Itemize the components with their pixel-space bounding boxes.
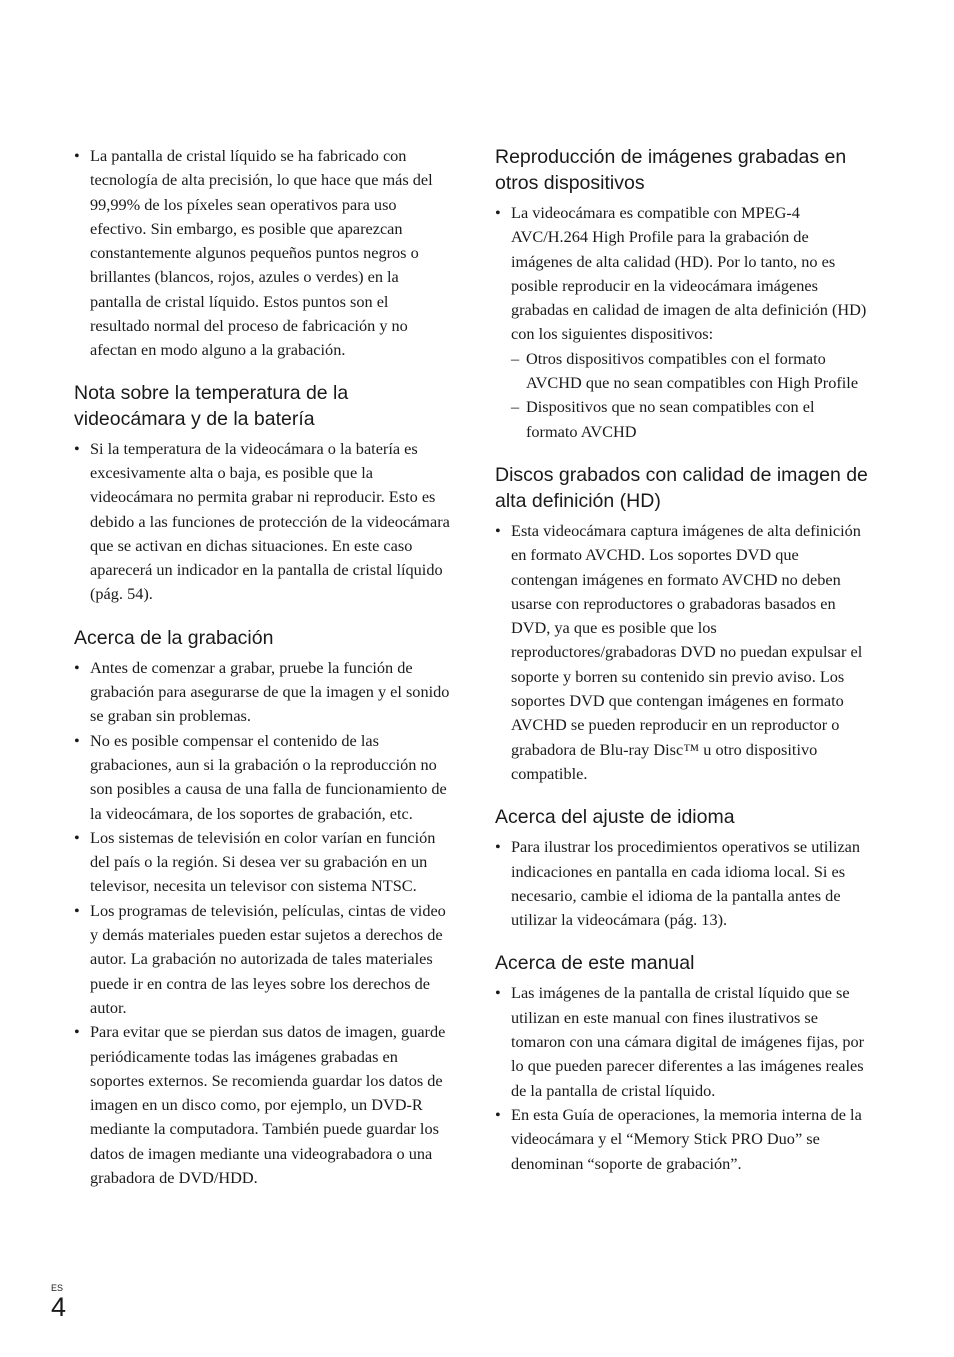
bullet-list [495, 519, 869, 786]
section-manual [495, 950, 869, 1175]
dash-item: – Otros dispositivos compatibles con el formato AVCHD que no sean compatibles con High Profile [511, 347, 869, 396]
section-heading: Acerca del ajuste de idioma [495, 806, 735, 829]
bullet-item: • Los sistemas de televisión en color varían en función del país o la región. Si desea ver su grabación en un televisor, necesita un televisor con sistema NTSC. [74, 826, 450, 899]
bullet-item [495, 201, 869, 444]
bullet-item: • La pantalla de cristal líquido se ha fabricado con tecnología de alta precisión, lo que hace que más del 99,99% de los píxeles sean operativos para uso efectivo. Sin embargo, es posible que aparezcan constantemente algunos pequeños puntos negros o brillantes (blancos, rojos, azules o verdes) en la pantalla de cristal líquido. Estos puntos son el resultado normal del proceso de fabricación y no afectan en modo alguno a la grabación. [74, 144, 450, 363]
dash-item: – Dispositivos que no sean compatibles con el formato AVCHD [511, 395, 869, 444]
section-heading: Reproducción de imágenes grabadas en otros dispositivos [495, 146, 847, 194]
section-heading: Acerca de este manual [495, 952, 695, 975]
intro-block [74, 144, 450, 363]
section-heading: Discos grabados con calidad de imagen de alta definición (HD) [495, 463, 868, 512]
bullet-item: • Si la temperatura de la videocámara o la batería es excesivamente alta o baja, es posible que la videocámara no permita grabar ni reproducir. Esto es debido a las funciones de protección de la videocámara que se activan en dichas situaciones. En este caso aparecerá un indicador en la pantalla de cristal líquido (pág. 54). [74, 437, 450, 607]
section-temperature [74, 380, 450, 607]
bullet-item: • No es posible compensar el contenido de las grabaciones, aun si la grabación o la reproducción no son posibles a causa de una falla de funcionamiento de la videocámara, de los soportes de grabación, etc. [74, 729, 450, 826]
left-column [74, 144, 450, 1208]
section-playback-other-devices [495, 144, 869, 444]
bullet-list [495, 981, 869, 1175]
bullet-item: • Para ilustrar los procedimientos operativos se utilizan indicaciones en pantalla en cada idioma local. Si es necesario, cambie el idioma de la pantalla antes de utilizar la videocámara (pág. 13). [495, 835, 869, 932]
bullet-item: • Antes de comenzar a grabar, pruebe la función de grabación para asegurarse de que la imagen y el sonido se graban sin problemas. [74, 656, 450, 729]
page-number-value: 4 [51, 1292, 67, 1322]
section-heading: Nota sobre la temperatura de la videocámara y de la batería [74, 381, 349, 430]
bullet-text: La videocámara es compatible con MPEG-4 AVC/H.264 High Profile para la grabación de imágenes de alta calidad (HD). Por lo tanto, no es posible reproducir en la videocámara imágenes grabadas en calidad de imagen de alta definición (HD) con los siguientes dispositivos: [511, 203, 867, 344]
right-column [495, 144, 869, 1194]
intro-bullet-list [74, 144, 450, 363]
bullet-list [495, 201, 869, 444]
language-code: ES [51, 1283, 64, 1293]
bullet-item: • Para evitar que se pierdan sus datos de imagen, guarde periódicamente todas las imágenes grabadas en soportes externos. Se recomienda guardar los datos de imagen en un disco como, por ejemplo, un DVD-R mediante la computadora. También puede guardar los datos de imagen mediante una videograbadora o una grabadora de DVD/HDD. [74, 1020, 450, 1190]
bullet-list [74, 656, 450, 1191]
section-hd-discs [495, 462, 869, 786]
bullet-list [495, 835, 869, 932]
dash-list [511, 347, 869, 444]
section-heading: Acerca de la grabación [74, 626, 274, 649]
section-language [495, 804, 869, 932]
bullet-item: • Las imágenes de la pantalla de cristal líquido que se utilizan en este manual con fines ilustrativos se tomaron con una cámara digital de imágenes fijas, por lo que pueden parecer diferentes a las imágenes reales de la pantalla de cristal líquido. [495, 981, 869, 1102]
section-recording [74, 625, 450, 1191]
bullet-list [74, 437, 450, 607]
bullet-item: • Los programas de televisión, películas, cintas de video y demás materiales pueden estar sujetos a derechos de autor. La grabación no autorizada de tales materiales puede ir en contra de las leyes sobre los derechos de autor. [74, 899, 450, 1020]
page-number [51, 1283, 66, 1321]
bullet-item: • Esta videocámara captura imágenes de alta definición en formato AVCHD. Los soportes DVD que contengan imágenes en formato AVCHD no deben usarse con reproductores o grabadoras basados en DVD, ya que es posible que los reproductores/grabadoras DVD no puedan expulsar el soporte y borren su contenido sin previo aviso. Los soportes DVD que contengan imágenes en formato AVCHD se pueden reproducir en un reproductor o grabadora de Blu-ray Disc™ u otro dispositivo compatible. [495, 519, 869, 786]
bullet-item: • En esta Guía de operaciones, la memoria interna de la videocámara y el “Memory Stick PRO Duo” se denominan “soporte de grabación”. [495, 1103, 869, 1176]
